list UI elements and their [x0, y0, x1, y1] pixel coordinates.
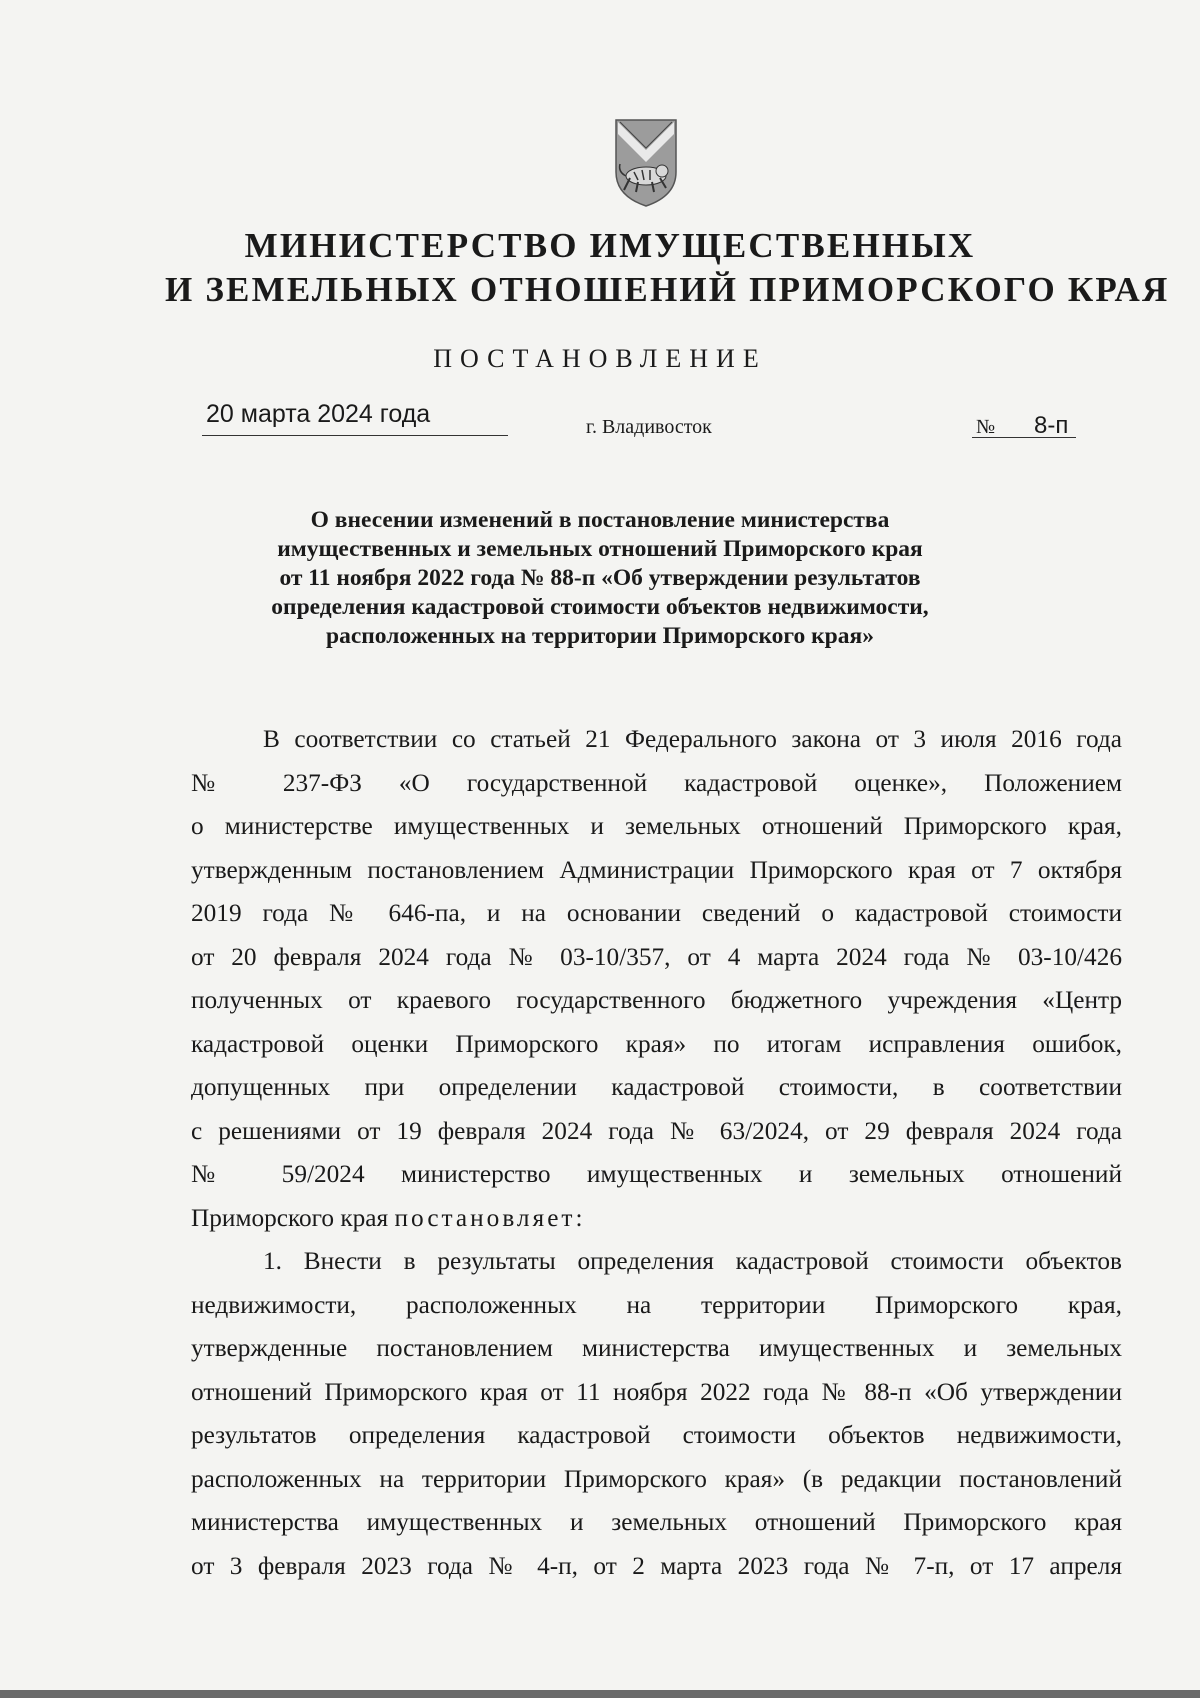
body-line-text: Приморского края	[191, 1203, 395, 1232]
date-underline	[202, 435, 508, 436]
body-line: допущенных при определении кадастровой стоимости, в соответствии	[191, 1073, 1122, 1101]
body-line: 1. Внести в результаты определения кадастровой стоимости объектов	[263, 1247, 1122, 1275]
body-line: от 20 февраля 2024 года № 03-10/357, от 4 марта 2024 года № 03-10/426	[191, 942, 1122, 971]
body-line: отношений Приморского края от 11 ноября 2022 года № 88-п «Об утверждении	[191, 1377, 1122, 1406]
body-line	[191, 1197, 1122, 1241]
body-line: расположенных на территории Приморского края» (в редакции постановлений	[191, 1464, 1122, 1493]
ministry-name-line2: И ЗЕМЕЛЬНЫХ ОТНОШЕНИЙ ПРИМОРСКОГО КРАЯ	[165, 270, 1170, 309]
title-line: расположенных на территории Приморского края»	[326, 623, 874, 649]
document-number: 8-п	[1034, 412, 1069, 439]
body-line: кадастровой оценки Приморского края» по итогам исправления ошибок,	[191, 1029, 1122, 1058]
body-line: № 237-ФЗ «О государственной кадастровой оценке», Положением	[191, 768, 1122, 797]
body-line: недвижимости, расположенных на территории Приморского края,	[191, 1290, 1122, 1319]
title-line: О внесении изменений в постановление министерства	[310, 507, 890, 533]
number-underline	[972, 437, 1076, 438]
document-title	[240, 506, 960, 651]
body-line: В соответствии со статьей 21 Федерального закона от 3 июля 2016 года	[263, 725, 1122, 753]
body-line: результатов определения кадастровой стоимости объектов недвижимости,	[191, 1421, 1122, 1449]
body-line: 2019 года № 646-па, и на основании сведений о кадастровой стоимости	[191, 899, 1122, 927]
document-type: ПОСТАНОВЛЕНИЕ	[433, 344, 767, 373]
document-body	[191, 718, 1122, 1588]
document-date: 20 марта 2024 года	[206, 400, 431, 428]
coat-of-arms-icon	[612, 116, 680, 208]
body-line: утвержденные постановлением министерства имущественных и земельных	[191, 1334, 1122, 1362]
title-line: от 11 ноября 2022 года № 88-п «Об утверждении результатов	[279, 565, 921, 591]
body-line: о министерстве имущественных и земельных отношений Приморского края,	[191, 812, 1122, 840]
body-line: полученных от краевого государственного бюджетного учреждения «Центр	[191, 986, 1122, 1014]
page-bottom-edge	[0, 1690, 1200, 1698]
body-line: министерства имущественных и земельных отношений Приморского края	[191, 1508, 1122, 1536]
resolves-word: постановляет:	[394, 1203, 586, 1232]
body-line: от 3 февраля 2023 года № 4-п, от 2 марта 2023 года № 7-п, от 17 апреля	[191, 1551, 1122, 1580]
ministry-name-line1: МИНИСТЕРСТВО ИМУЩЕСТВЕННЫХ	[244, 226, 976, 265]
number-sign: №	[976, 416, 996, 438]
title-line: определения кадастровой стоимости объектов недвижимости,	[271, 594, 929, 620]
body-line: с решениями от 19 февраля 2024 года № 63/2024, от 29 февраля 2024 года	[191, 1116, 1122, 1145]
document-city: г. Владивосток	[586, 416, 712, 438]
body-line: № 59/2024 министерство имущественных и земельных отношений	[191, 1160, 1122, 1188]
title-line: имущественных и земельных отношений Приморского края	[277, 536, 923, 562]
body-line: утвержденным постановлением Администрации Приморского края от 7 октября	[191, 855, 1122, 884]
